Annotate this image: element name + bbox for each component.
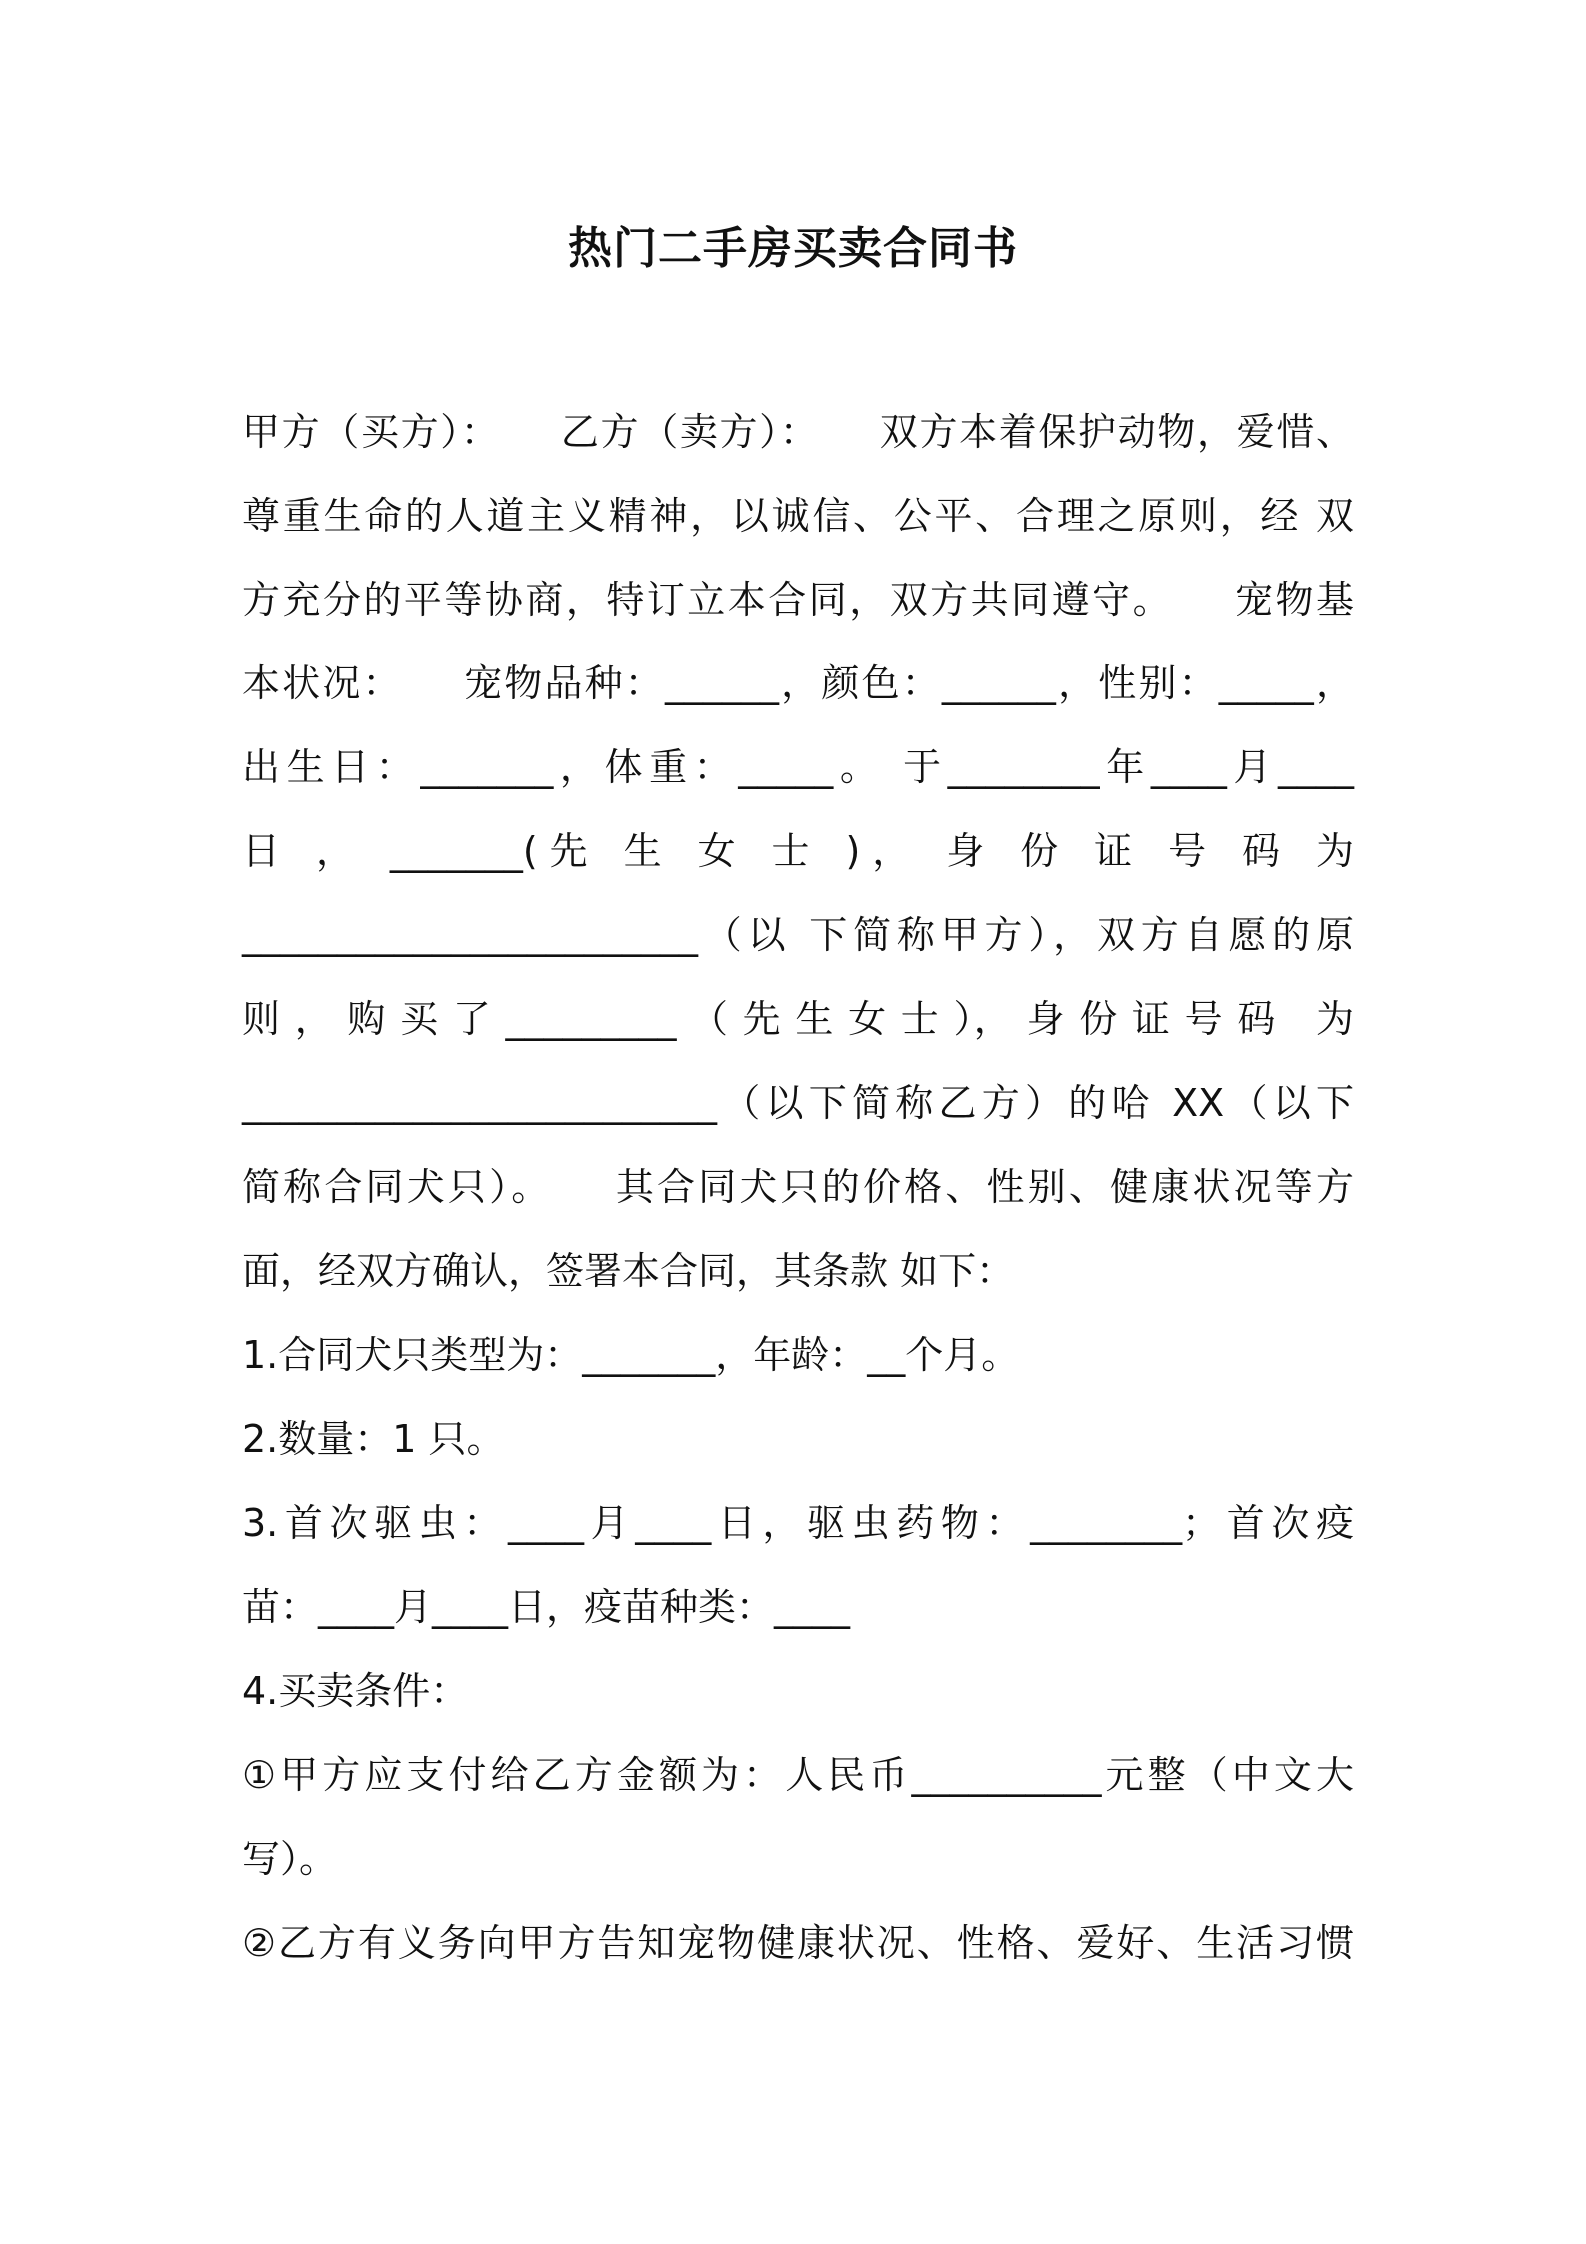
body-line-6: 日 ， _______(先 生 女 士 )， 身 份 证 号 码 为 <box>242 829 1354 873</box>
clause-2: 2.数量：1 只。 <box>242 1417 505 1461</box>
body-line-3: 方充分的平等协商，特订立本合同，双方共同遵守。 宠物基 <box>242 578 1354 622</box>
body-line-5: 出生日：_______，体重：_____。 于________年____月____ <box>242 745 1354 789</box>
clause-3-cont: 苗：____月____日，疫苗种类：____ <box>242 1585 851 1629</box>
clause-4: 4.买卖条件： <box>242 1669 469 1713</box>
body-line-4: 本状况： 宠物品种：______，颜色：______，性别：_____， <box>242 661 1354 705</box>
body-line-2: 尊重生命的人道主义精神，以诚信、公平、合理之原则，经 双 <box>242 494 1354 538</box>
body-line-11: 面，经双方确认，签署本合同，其条款 如下： <box>242 1249 1015 1293</box>
body-line-10: 简称合同犬只）。 其合同犬只的价格、性别、健康状况等方 <box>242 1165 1354 1209</box>
body-line-8: 则 ， 购 买 了 _________ （ 先 生 女 士 ）， 身 份 证 号 码 为 <box>242 997 1354 1041</box>
clause-3: 3.首次驱虫：____月____日，驱虫药物：________；首次疫 <box>242 1501 1354 1545</box>
body-line-1: 甲方（买方）： 乙方（卖方）： 双方本着保护动物，爱惜、 <box>242 410 1354 454</box>
body-line-7: ________________________（以 下简称甲方），双方自愿的原 <box>242 913 1354 957</box>
clause-4-item-2: ②乙方有义务向甲方告知宠物健康状况、性格、爱好、生活习惯 <box>242 1921 1354 1965</box>
clause-1: 1.合同犬只类型为：_______，年龄：__个月。 <box>242 1333 1020 1377</box>
document-title: 热门二手房买卖合同书 <box>568 223 1018 274</box>
clause-4-item-1: ①甲方应支付给乙方金额为：人民币__________元整（中文大 <box>242 1753 1354 1797</box>
clause-4-item-1-cont: 写）。 <box>242 1837 338 1881</box>
body-line-9: _________________________（以下简称乙方）的哈 XX（以下 <box>242 1081 1354 1125</box>
